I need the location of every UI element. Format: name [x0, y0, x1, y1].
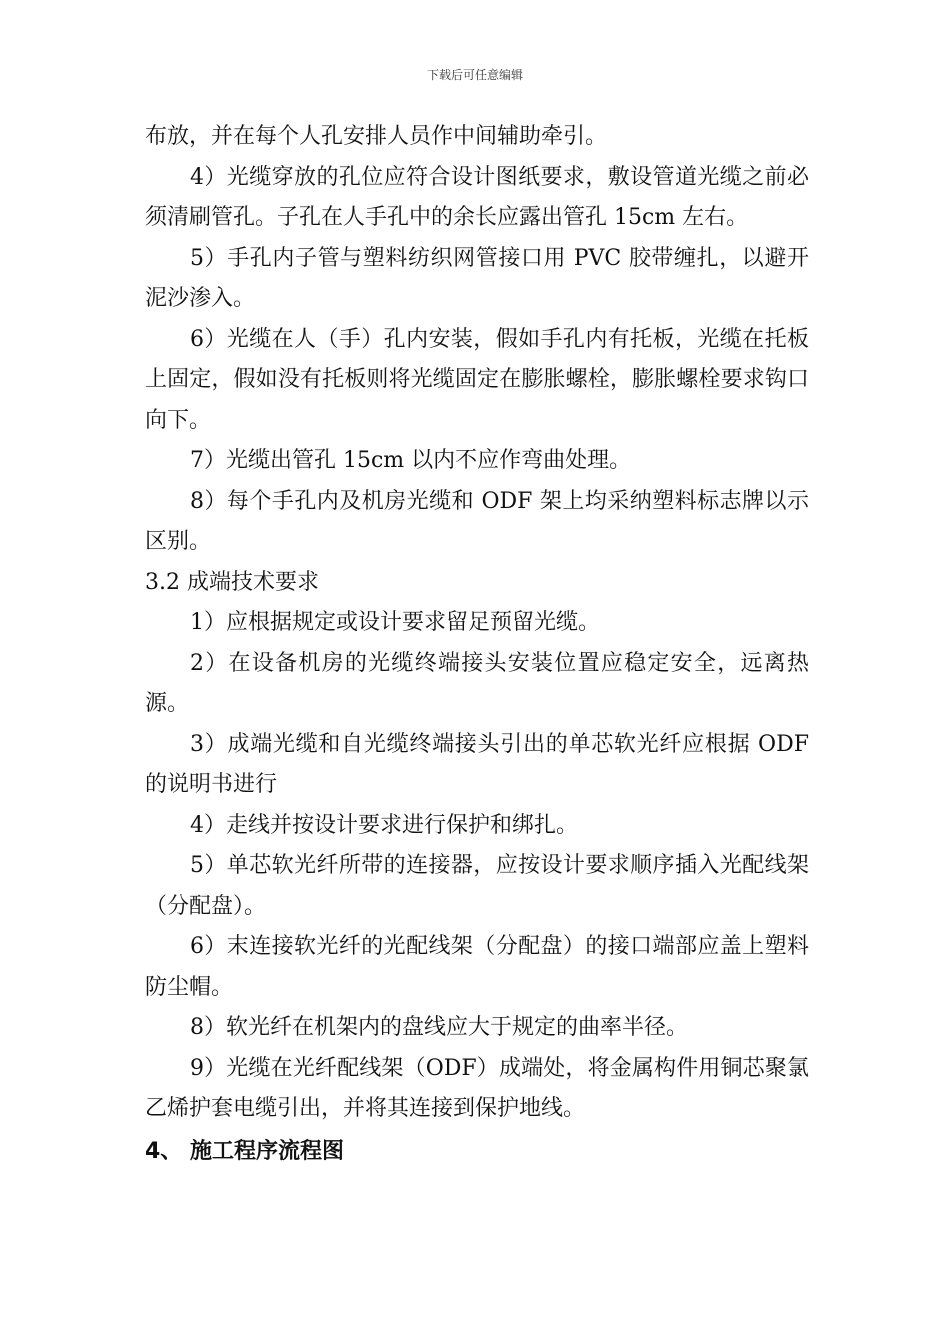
paragraph: 9）光缆在光纤配线架（ODF）成端处，将金属构件用铜芯聚氯乙烯护套电缆引出，并将其连接到保护地线。: [145, 1055, 809, 1121]
paragraph: 6）末连接软光纤的光配线架（分配盘）的接口端部应盖上塑料防尘帽。: [145, 934, 809, 1000]
paragraph: 7）光缆出管孔 15cm 以内不应作弯曲处理。: [190, 448, 632, 473]
section-title: 施工程序流程图: [190, 1138, 345, 1164]
section-number: 4、: [145, 1138, 183, 1164]
paragraph: 8）每个手孔内及机房光缆和 ODF 架上均采纳塑料标志牌以示区别。: [145, 488, 809, 554]
paragraph: 8）软光纤在机架内的盘线应大于规定的曲率半径。: [190, 1015, 688, 1040]
paragraph: 4）走线并按设计要求进行保护和绑扎。: [190, 812, 578, 838]
paragraph: 4）光缆穿放的孔位应符合设计图纸要求，敷设管道光缆之前必须清刷管孔。子孔在人手孔中的余长应露出管孔 15cm 左右。: [145, 164, 809, 230]
page-header: 下载后可任意编辑: [426, 68, 523, 82]
section-heading: [145, 1132, 809, 1173]
document-body: [145, 117, 809, 1172]
paragraph: 3）成端光缆和自光缆终端接头引出的单芯软光纤应根据 ODF 的说明书进行: [145, 731, 809, 797]
paragraph: 布放，并在每个人孔安排人员作中间辅助牵引。: [145, 124, 608, 149]
paragraph: 6）光缆在人（手）孔内安装，假如手孔内有托板，光缆在托板上固定，假如没有托板则将光缆固定在膨胀螺栓，膨胀螺栓要求钩口向下。: [145, 326, 809, 433]
paragraph: 2）在设备机房的光缆终端接头安装位置应稳定安全，远离热源。: [145, 650, 809, 716]
paragraph: 1）应根据规定或设计要求留足预留光缆。: [190, 610, 600, 635]
paragraph: 5）单芯软光纤所带的连接器，应按设计要求顺序插入光配线架（分配盘）。: [145, 853, 809, 919]
paragraph: 5）手孔内子管与塑料纺织网管接口用 PVC 胶带缠扎，以避开泥沙渗入。: [145, 245, 809, 311]
subsection-title: 3.2 成端技术要求: [145, 569, 319, 595]
